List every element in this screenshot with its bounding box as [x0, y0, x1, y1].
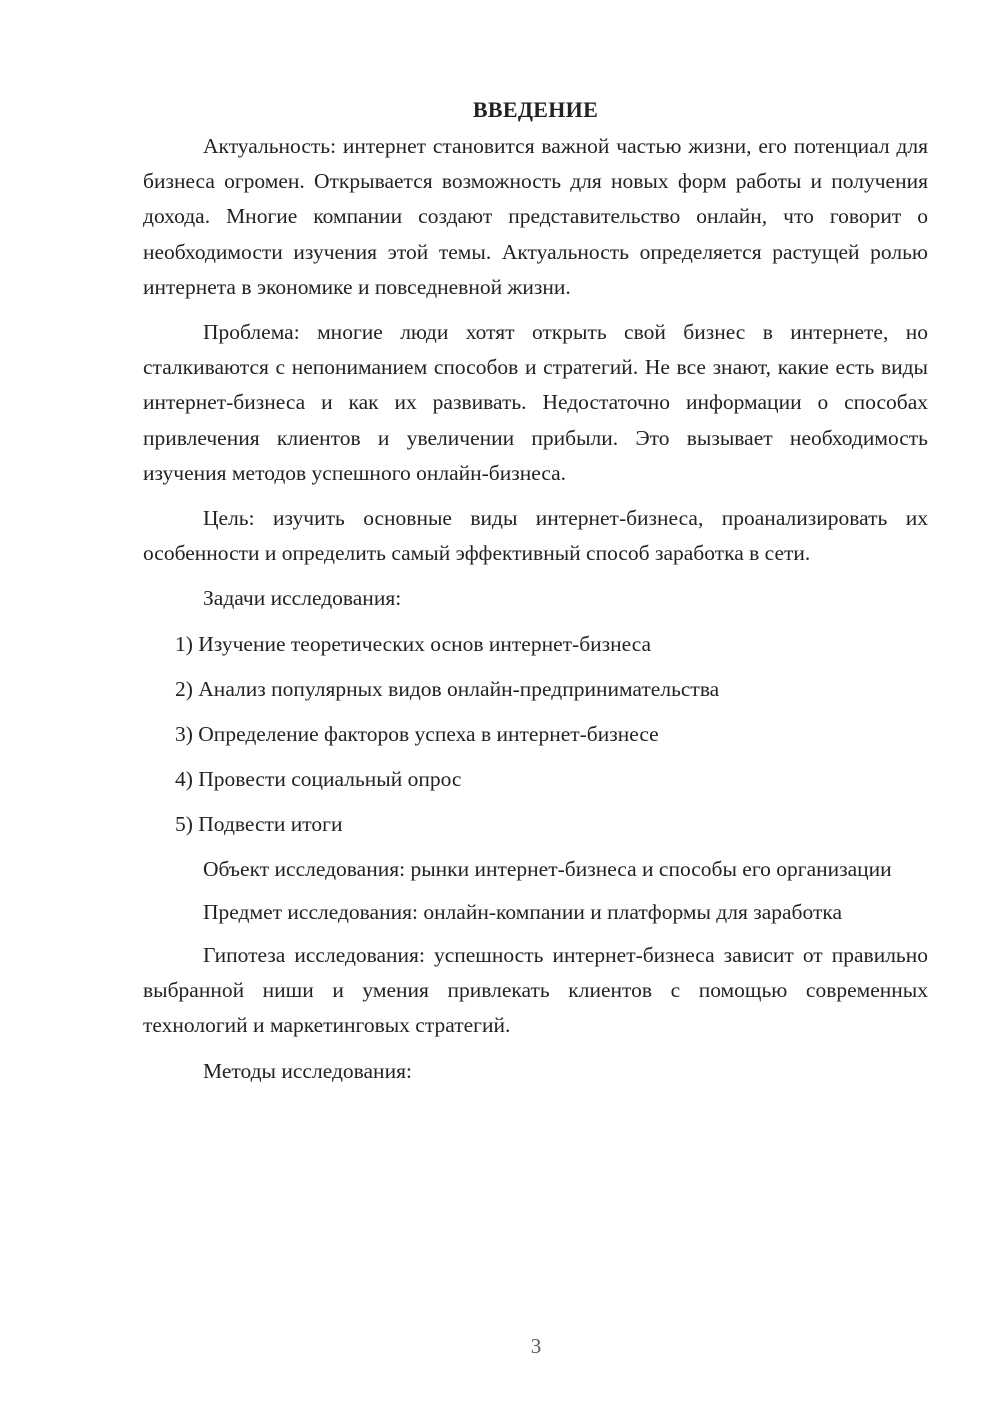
- list-item: 1) Изучение теоретических основ интернет-бизнеса: [175, 631, 652, 656]
- paragraph-problem: Проблема: многие люди хотят открыть свой бизнес в интернете, но сталкиваются с непониманием способов и стратегий. Не все знают, какие есть виды интернет-бизнеса и как их развивать. Недостаточно информации о способах привлечения клиентов и увеличении прибыли. Это вызывает необходимость изучения методов успешного онлайн-бизнеса.: [143, 320, 928, 485]
- list-item: 4) Провести социальный опрос: [175, 766, 462, 791]
- tasks-heading: Задачи исследования:: [203, 586, 402, 611]
- list-item: 2) Анализ популярных видов онлайн-предпринимательства: [175, 676, 720, 701]
- paragraph-hypothesis: Гипотеза исследования: успешность интернет-бизнеса зависит от правильно выбранной ниши и умения привлекать клиентов с помощью современных технологий и маркетинговых стратегий.: [143, 943, 928, 1038]
- section-title: ВВЕДЕНИЕ: [472, 97, 599, 122]
- paragraph-relevance: Актуальность: интернет становится важной частью жизни, его потенциал для бизнеса огромен. Открывается возможность для новых форм работы и получения дохода. Многие компании создают представительство онлайн, что говорит о необходимости изучения этой темы. Актуальность определяется растущей ролью интернета в экономике и повседневной жизни.: [143, 134, 928, 299]
- page-number: 3: [530, 1334, 542, 1358]
- paragraph-subject: Предмет исследования: онлайн-компании и платформы для заработка: [203, 899, 843, 924]
- paragraph-goal: Цель: изучить основные виды интернет-бизнеса, проанализировать их особенности и определить самый эффективный способ заработка в сети.: [143, 506, 928, 566]
- methods-heading: Методы исследования:: [203, 1058, 412, 1083]
- list-item: 3) Определение факторов успеха в интернет-бизнесе: [175, 721, 659, 746]
- list-item: 5) Подвести итоги: [175, 811, 343, 836]
- tasks-list: [143, 627, 928, 842]
- paragraph-object: Объект исследования: рынки интернет-бизнеса и способы его организации: [203, 856, 892, 881]
- page-content: [143, 92, 928, 1099]
